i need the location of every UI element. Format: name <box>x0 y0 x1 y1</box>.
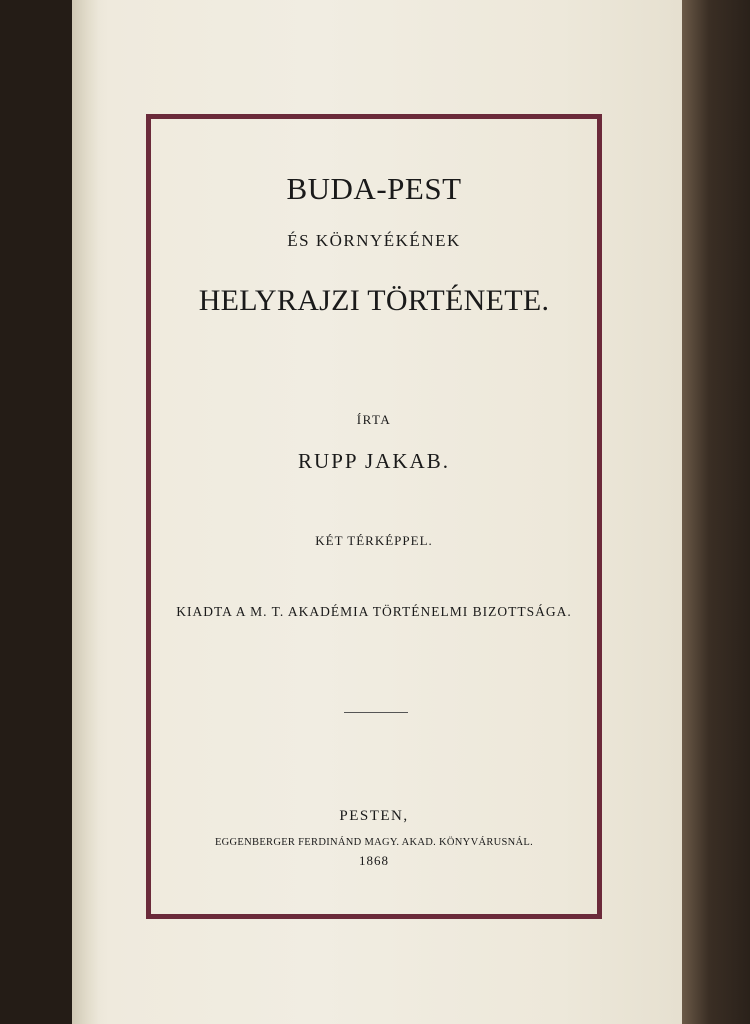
publisher-note: KIADTA A M. T. AKADÉMIA TÖRTÉNELMI BIZOTTSÁGA. <box>176 604 572 619</box>
divider-rule <box>344 712 408 713</box>
title-page-content <box>151 119 597 914</box>
author-name: RUPP JAKAB. <box>298 449 450 473</box>
imprint-year: 1868 <box>359 853 389 868</box>
title-line-2: ÉS KÖRNYÉKÉNEK <box>287 231 461 250</box>
title-line-1: BUDA-PEST <box>286 171 462 206</box>
spine-edge <box>72 0 98 1024</box>
imprint-place: PESTEN, <box>339 808 409 824</box>
background-shelf <box>682 0 750 1024</box>
title-frame <box>146 114 602 919</box>
imprint-printer: EGGENBERGER FERDINÁND MAGY. AKAD. KÖNYVÁRUSNÁL. <box>214 837 534 848</box>
maps-note: KÉT TÉRKÉPPEL. <box>315 533 433 548</box>
byline-label: ÍRTA <box>356 412 392 427</box>
title-line-3: HELYRAJZI TÖRTÉNETE. <box>198 284 550 317</box>
